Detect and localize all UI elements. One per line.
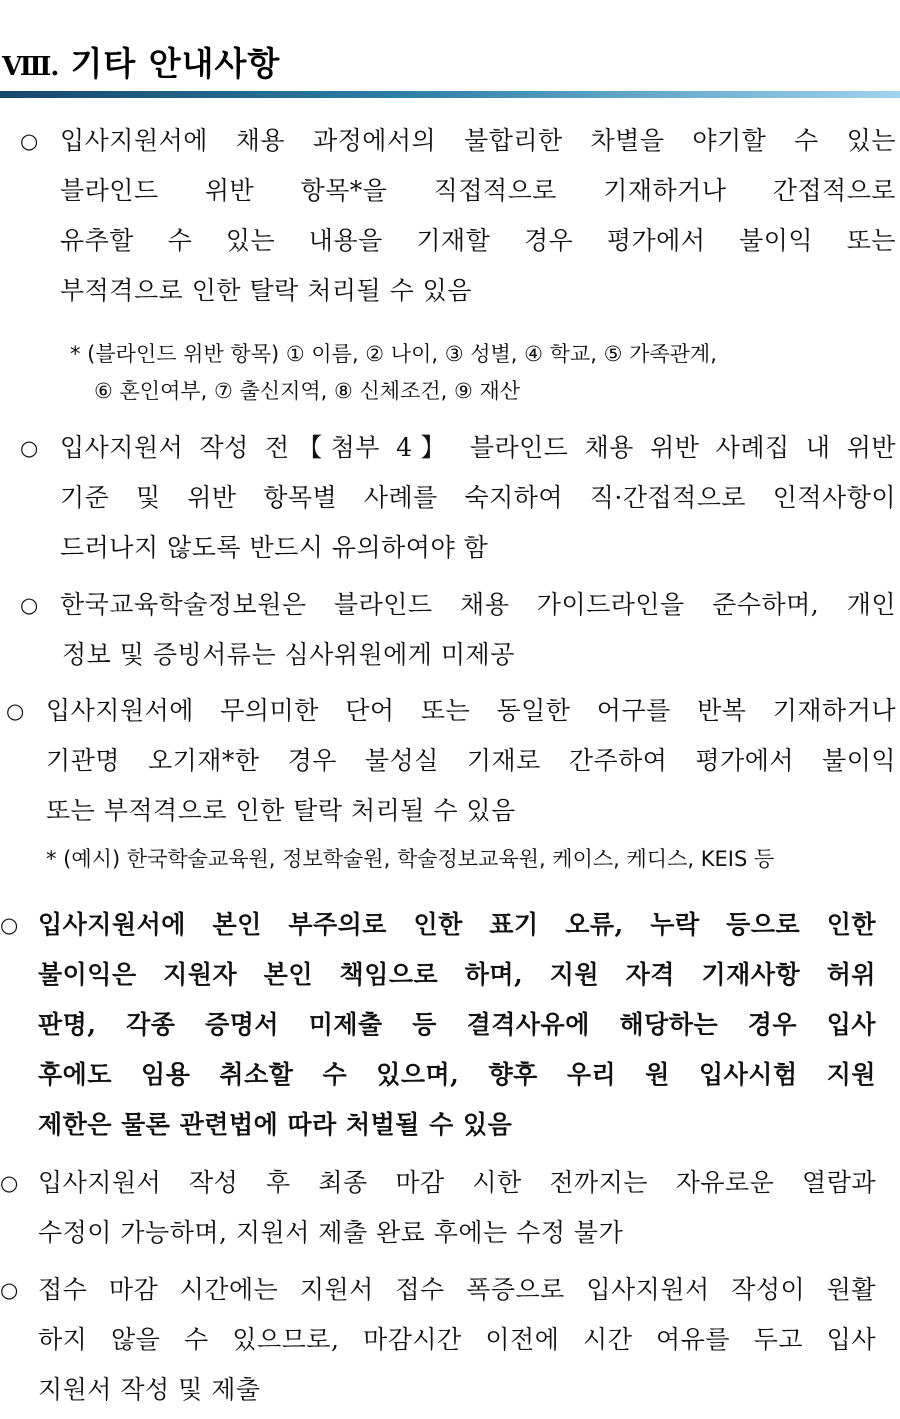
text-line: 또는 부적격으로 인한 탈락 처리될 수 있음: [46, 796, 516, 825]
footnote-blind-items-cont: ⑥ 혼인여부, ⑦ 출신지역, ⑧ 신체조건, ⑨ 재산: [94, 379, 521, 403]
text-line: 입사지원서에 무의미한 단어 또는 동일한 어구를 반복 기재하거나: [46, 696, 896, 725]
text-line: 기관명 오기재*한 경우 불성실 기재로 간주하여 평가에서 불이익: [46, 746, 896, 775]
bullet-icon: ○: [20, 593, 39, 617]
footnote-name-examples: * (예시) 한국학술교육원, 정보학술원, 학술정보교육원, 케이스, 케디스, KEIS 등: [46, 847, 775, 871]
text-line: 입사지원서 작성 전【첨부 4】 블라인드 채용 위반 사례집 내 위반: [60, 433, 896, 462]
bullet-icon: ○: [0, 913, 19, 937]
bullet-icon: ○: [0, 1171, 19, 1195]
bullet-icon: ○: [0, 1278, 19, 1302]
section-number: Ⅷ.: [2, 52, 59, 82]
bullet-icon: ○: [20, 436, 39, 460]
text-line: 한국교육학술정보원은 블라인드 채용 가이드라인을 준수하며, 개인: [60, 590, 896, 619]
section-title: 기타 안내사항: [70, 44, 281, 83]
text-line: 블라인드 위반 항목*을 직접적으로 기재하거나 간접적으로: [60, 176, 896, 205]
text-line: 유추할 수 있는 내용을 기재할 경우 평가에서 불이익 또는: [60, 226, 896, 255]
text-line: 지원서 작성 및 제출: [38, 1375, 261, 1404]
section-heading: [2, 38, 280, 88]
text-line: 입사지원서 작성 후 최종 마감 시한 전까지는 자유로운 열람과: [38, 1168, 876, 1197]
text-line: 입사지원서에 채용 과정에서의 불합리한 차별을 야기할 수 있는: [60, 126, 896, 155]
bullet-icon: ○: [20, 129, 39, 153]
text-line: 불이익은 지원자 본인 책임으로 하며, 지원 자격 기재사항 허위: [38, 960, 876, 989]
footnote-blind-items: * (블라인드 위반 항목) ① 이름, ② 나이, ③ 성별, ④ 학교, ⑤ 가족관계,: [70, 342, 717, 366]
text-line: 드러나지 않도록 반드시 유의하여야 함: [60, 533, 489, 562]
text-line: 기준 및 위반 항목별 사례를 숙지하여 직·간접적으로 인적사항이: [60, 483, 896, 512]
text-line: 접수 마감 시간에는 지원서 접수 폭증으로 입사지원서 작성이 원활: [38, 1275, 876, 1304]
text-line: 후에도 임용 취소할 수 있으며, 향후 우리 원 입사시험 지원: [38, 1060, 876, 1089]
text-line: 수정이 가능하며, 지원서 제출 완료 후에는 수정 불가: [38, 1218, 624, 1247]
bullet-icon: ○: [6, 699, 25, 723]
text-line: 하지 않을 수 있으므로, 마감시간 이전에 시간 여유를 두고 입사: [38, 1325, 876, 1354]
text-line: 정보 및 증빙서류는 심사위원에게 미제공: [62, 640, 515, 669]
text-line: 제한은 물론 관련법에 따라 처벌될 수 있음: [38, 1110, 513, 1139]
text-line: 입사지원서에 본인 부주의로 인한 표기 오류, 누락 등으로 인한: [38, 910, 876, 939]
text-line: 판명, 각종 증명서 미제출 등 결격사유에 해당하는 경우 입사: [38, 1010, 876, 1039]
text-line: 부적격으로 인한 탈락 처리될 수 있음: [60, 276, 472, 305]
heading-underline: [0, 91, 900, 98]
